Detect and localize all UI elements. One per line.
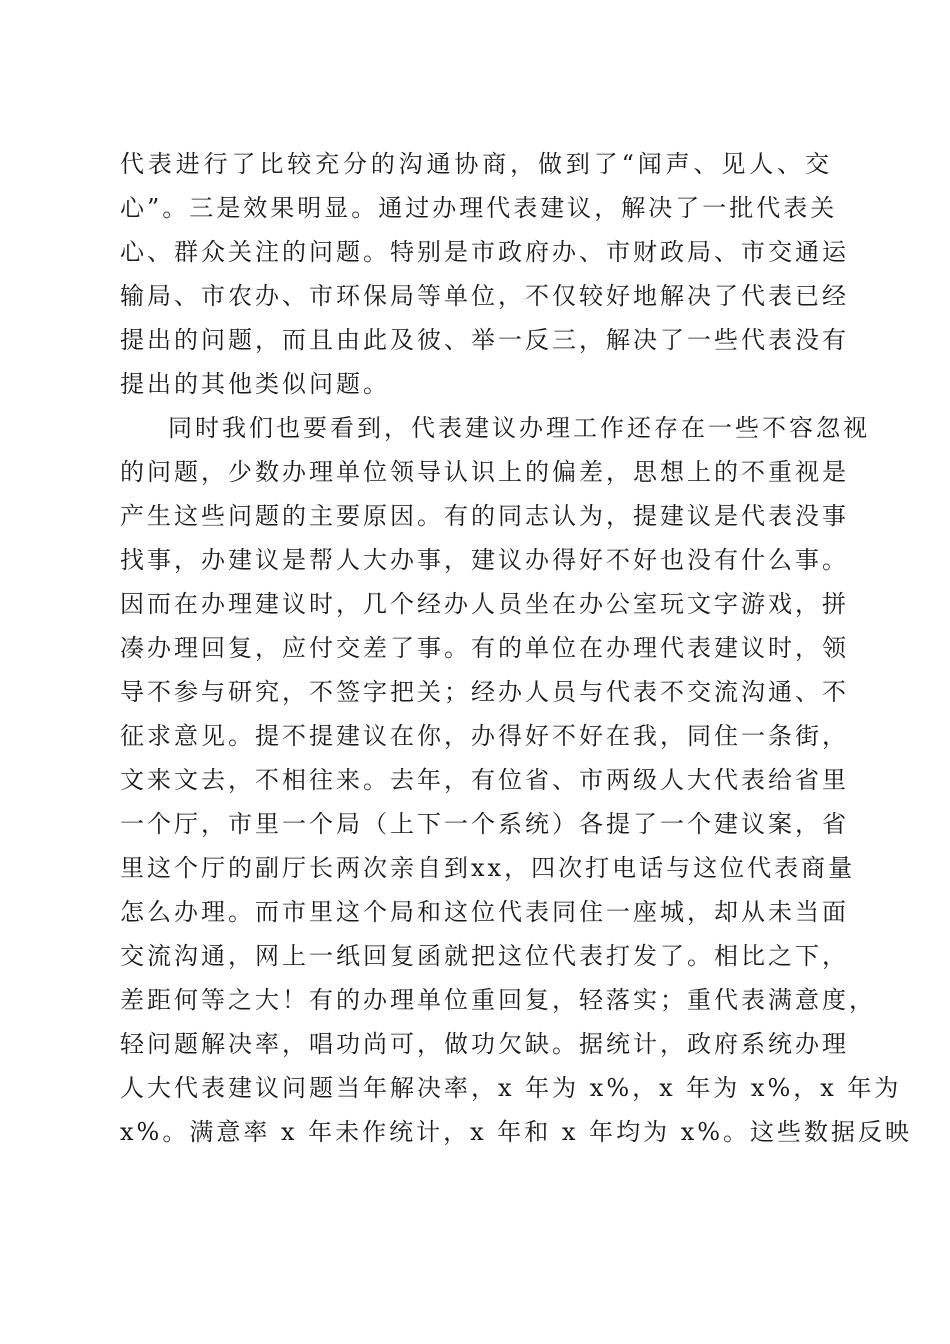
paragraph-line: 产生这些问题的主要原因。有的同志认为，提建议是代表没事 [120,502,849,530]
paragraph-1 [120,142,849,406]
paragraph-line: x%。满意率 x 年未作统计，x 年和 x 年均为 x%。这些数据反映 [120,1118,913,1146]
document-body [120,142,913,1154]
paragraph-line: 交流沟通，网上一纸回复函就把这位代表打发了。相比之下， [120,942,849,970]
paragraph-line: 同时我们也要看到，代表建议办理工作还存在一些不容忽视 [168,414,870,442]
paragraph-2 [120,406,913,1154]
paragraph-line: 心”。三是效果明显。通过办理代表建议，解决了一批代表关 [120,194,838,222]
paragraph-line: 心、群众关注的问题。特别是市政府办、市财政局、市交通运 [120,238,849,266]
paragraph-line: 代表进行了比较充分的沟通协商，做到了“闻声、见人、交 [120,150,832,178]
paragraph-line: 怎么办理。而市里这个局和这位代表同住一座城，却从未当面 [120,898,849,926]
paragraph-line: 征求意见。提不提建议在你，办得好不好在我，同住一条街， [120,722,849,750]
paragraph-line: 一个厅，市里一个局（上下一个系统）各提了一个建议案，省 [120,810,849,838]
paragraph-line: 提出的问题，而且由此及彼、举一反三，解决了一些代表没有 [120,326,849,354]
paragraph-line: 文来文去，不相往来。去年，有位省、市两级人大代表给省里 [120,766,849,794]
paragraph-line: 里这个厅的副厅长两次亲自到xx，四次打电话与这位代表商量 [120,854,856,882]
paragraph-line: 导不参与研究，不签字把关；经办人员与代表不交流沟通、不 [120,678,849,706]
paragraph-line: 轻问题解决率，唱功尚可，做功欠缺。据统计，政府系统办理 [120,1030,849,1058]
paragraph-line: 差距何等之大！有的办理单位重回复，轻落实；重代表满意度， [120,986,876,1014]
paragraph-line: 人大代表建议问题当年解决率，x 年为 x%，x 年为 x%，x 年为 [120,1074,902,1102]
paragraph-line: 提出的其他类似问题。 [120,370,390,398]
paragraph-line: 找事，办建议是帮人大办事，建议办得好不好也没有什么事。 [120,546,849,574]
paragraph-line: 输局、市农办、市环保局等单位，不仅较好地解决了代表已经 [120,282,849,310]
paragraph-line: 的问题，少数办理单位领导认识上的偏差，思想上的不重视是 [120,458,849,486]
paragraph-line: 凑办理回复，应付交差了事。有的单位在办理代表建议时，领 [120,634,849,662]
paragraph-line: 因而在办理建议时，几个经办人员坐在办公室玩文字游戏，拼 [120,590,849,618]
